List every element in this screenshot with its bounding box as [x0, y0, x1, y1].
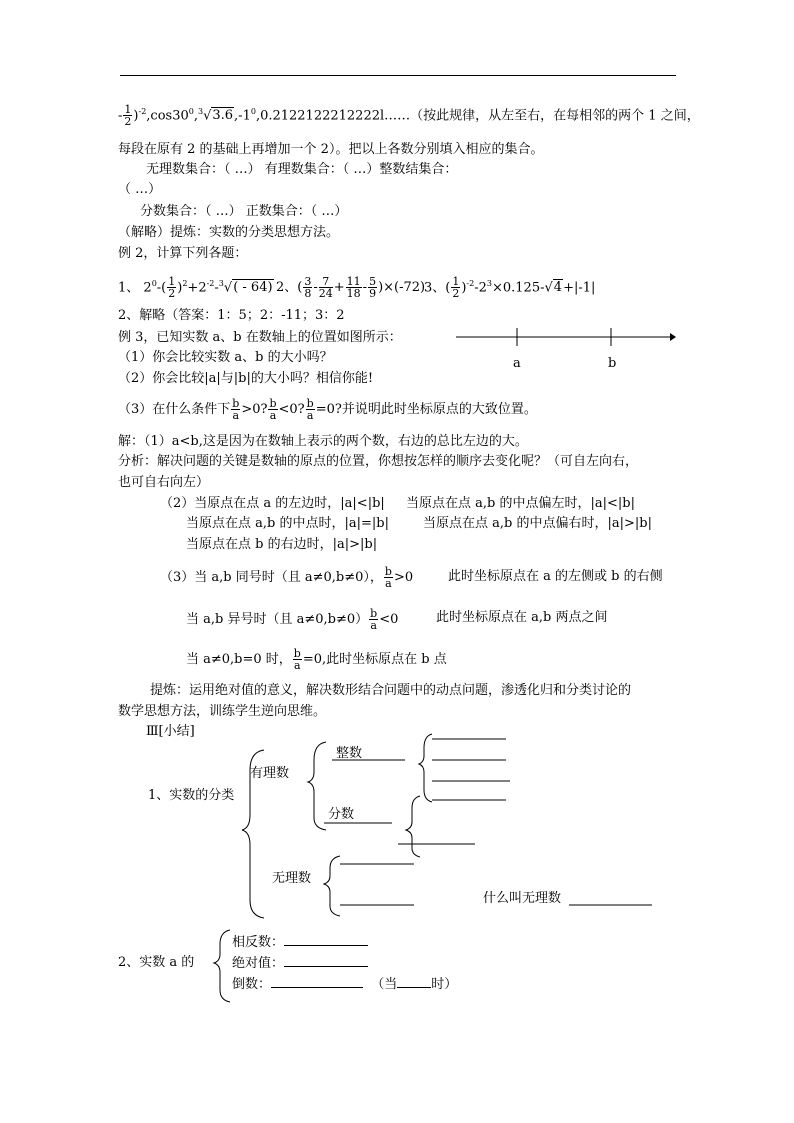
case-line: 当原点在点 b 的右边时，|a|>|b| — [186, 537, 378, 552]
number-line-label-a: a — [513, 356, 521, 371]
analysis-line: 分析：解决问题的关键是数轴的原点的位置，你想按怎样的顺序去变化呢？（可自左向右， — [118, 454, 639, 469]
case-line: 此时坐标原点在 a,b 两点之间 — [436, 610, 608, 625]
refine-line: 数学思想方法，训练学生逆向思维。 — [118, 704, 327, 719]
set-line: （ …） — [118, 182, 162, 197]
solution-line: 解：（1）a<b,这是因为在数轴上表示的两个数，右边的总比左边的大。 — [118, 434, 528, 449]
set-line: 无理数集合：（ …） 有理数集合：（ …）整数结集合： — [146, 162, 458, 177]
fraction-half: $\frac{1}{2}$ — [124, 103, 132, 129]
refine-line: 提炼：运用绝对值的意义，解决数形结合问题中的动点问题，渗透化归和分类讨论的 — [150, 683, 632, 698]
summary-item-1: 1、实数的分类 — [148, 788, 235, 803]
case-line: 当原点在点 a,b 的中点偏左时，|a|<|b| — [406, 496, 635, 511]
paragraph-line: 每段在原有 2 的基础上再增加一个 2）。把以上各数分别填入相应的集合。 — [118, 142, 544, 157]
what-irrational: 什么叫无理数 — [483, 891, 562, 906]
case-line: 此时坐标原点在 a 的左侧或 b 的右侧 — [448, 569, 663, 584]
set-line: 分数集合：（ …） 正数集合：（ …） — [140, 204, 348, 219]
case-line: 当 a,b 异号时（且 a≠0,b≠0） $\frac{b}{a}$ <0 — [186, 607, 399, 632]
summary-heading: Ⅲ[小结] — [146, 724, 195, 739]
case-line: （3）当 a,b 同号时（且 a≠0,b≠0）， $\frac{b}{a}$ >0 — [160, 565, 414, 590]
question-2: （2）你会比较|a|与|b|的大小吗？相信你能! — [118, 371, 374, 386]
expression-3: 3、( $\frac{1}{2}$ )$^{-2}-2^3\times 0.125-√4+|-1|$ — [424, 275, 596, 301]
recip-label: 倒数： （当 时） — [232, 977, 458, 992]
case-line: （2）当原点在点 a 的左边时，|a|<|b| — [160, 496, 385, 511]
irrational-label: 无理数 — [272, 871, 312, 886]
analysis-line: 也可自右向左） — [118, 475, 210, 490]
question-3: （3）在什么条件下 $\frac{b}{a}$ >0? $\frac{b}{a}$ <0? $\frac{b}{a}$ =0?并说明此时坐标原点的大致位置。 — [118, 397, 537, 422]
number-line-label-b: b — [608, 356, 617, 371]
expression-1: 1、 $2^0-$( $\frac{1}{2}$ )$^2+2^{-2}-^3√( - 64)$ — [118, 275, 273, 301]
answer-line: 2、解略（答案：1：5；2：-11；3：2 — [118, 308, 345, 323]
example-title: 例 2，计算下列各题： — [118, 246, 248, 261]
question-1: （1）你会比较实数 a、b 的大小吗？ — [118, 350, 333, 365]
case-line: 当 a≠0,b=0 时， $\frac{b}{a}$ =0,此时坐标原点在 b 点 — [186, 647, 447, 672]
expression-2: 2、( $\frac{3}{8}$ - $\frac{7}{24}$ + $\frac{11}{18}$ - $\frac{5}{9}$ )×(-72) — [276, 275, 426, 300]
case-line: 当原点在点 a,b 的中点偏右时，|a|>|b| — [423, 516, 652, 531]
opposite-label: 相反数： — [232, 933, 368, 951]
number-list-line: - $\frac{1}{2}$ )$^{-2},\cos 30^0,^3√3.6,-1^0,0.2122122212222l\dots\dots$（按此规律，从左至右，在每相邻的两个 1 之间， — [118, 103, 700, 129]
case-line: 当原点在点 a,b 的中点时，|a|=|b| — [186, 516, 389, 531]
rational-label: 有理数 — [250, 766, 290, 781]
summary-item-2: 2、实数 a 的 — [118, 955, 195, 970]
example-title: 例 3，已知实数 a、b 在数轴上的位置如图所示： — [118, 330, 402, 345]
integer-label: 整数 — [336, 746, 363, 761]
abs-label: 绝对值： — [232, 954, 368, 972]
paragraph-line: （解略）提炼：实数的分类思想方法。 — [118, 225, 340, 240]
fraction-label: 分数 — [328, 807, 355, 822]
